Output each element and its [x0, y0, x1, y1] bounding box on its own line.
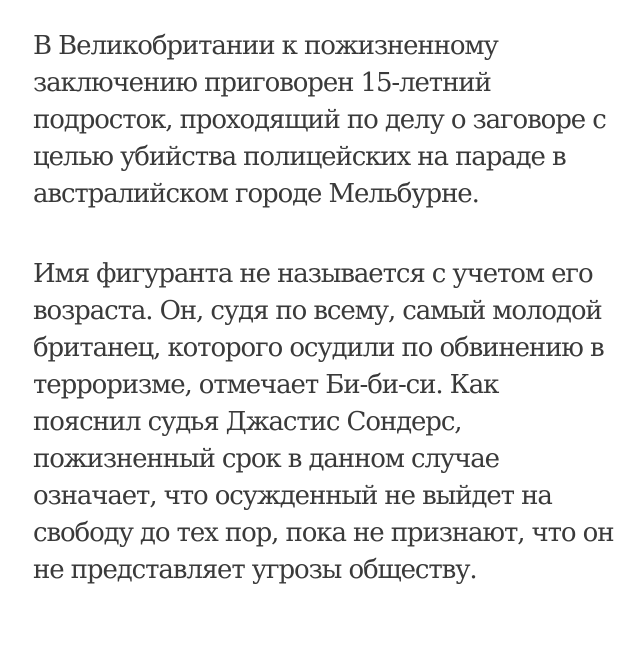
paragraph-spacer [33, 213, 633, 256]
text-line: не представляет угрозы обществу. [33, 555, 477, 585]
text-line: Имя фигуранта не называется с учетом его [33, 259, 593, 289]
text-line: целью убийства полицейских на параде в [33, 142, 566, 172]
text-line: британец, которого осудили по обвинению в [33, 333, 604, 363]
text-line: пожизненный срок в данном случае [33, 444, 499, 474]
text-line: заключению приговорен 15-летний [33, 68, 491, 98]
text-line: пояснил судья Джастис Сондерс, [33, 407, 462, 437]
text-line: терроризме, отмечает Би-би-си. Как [33, 370, 499, 400]
text-line: означает, что осужденный не выйдет на [33, 481, 552, 511]
text-line: В Великобритании к пожизненному [33, 31, 498, 61]
text-line: подросток, проходящий по делу о заговоре с [33, 105, 606, 135]
article-text [33, 28, 633, 589]
text-line: свободу до тех пор, пока не признают, что он [33, 518, 614, 548]
paragraph-1 [33, 28, 633, 213]
text-line: возраста. Он, судя по всему, самый молодой [33, 296, 602, 326]
text-line: австралийском городе Мельбурне. [33, 179, 479, 209]
paragraph-2 [33, 256, 633, 589]
